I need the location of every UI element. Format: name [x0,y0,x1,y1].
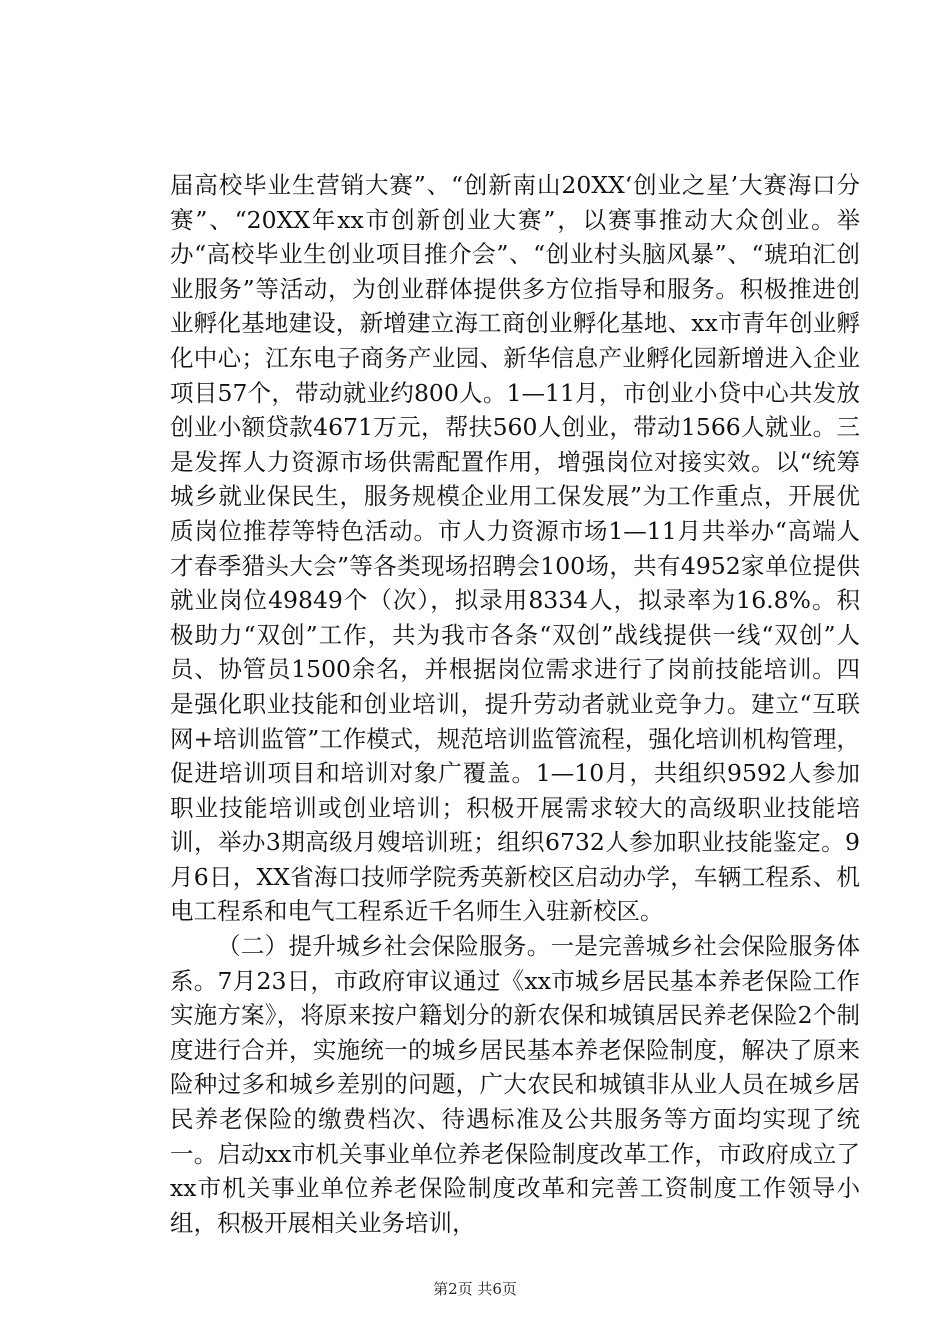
page-footer [0,1279,950,1299]
document-body [170,168,860,1240]
page-number: 第2页 共6页 [433,1280,517,1298]
body-paragraph-1: 届高校毕业生营销大赛”、“创新南山20XX‘创业之星’大赛海口分赛”、“20XX年xx市创新创业大赛”，以赛事推动大众创业。举办“高校毕业生创业项目推介会”、“创业村头脑风暴”、“琥珀汇创业服务”等活动，为创业群体提供多方位指导和服务。积极推进创业孵化基地建设，新增建立海工商创业孵化基地、xx市青年创业孵化中心；江东电子商务产业园、新华信息产业孵化园新增进入企业项目57个，带动就业约800人。1—11月，市创业小贷中心共发放创业小额贷款4671万元，帮扶560人创业，带动1566人就业。三是发挥人力资源市场供需配置作用，增强岗位对接实效。以“统筹城乡就业保民生，服务规模企业用工保发展”为工作重点，开展优质岗位推荐等特色活动。市人力资源市场1—11月共举办“高端人才春季猎头大会”等各类现场招聘会100场，共有4952家单位提供就业岗位49849个（次），拟录用8334人，拟录率为16.8%。积极助力“双创”工作，共为我市各条“双创”战线提供一线“双创”人员、协管员1500余名，并根据岗位需求进行了岗前技能培训。四是强化职业技能和创业培训，提升劳动者就业竞争力。建立“互联网+培训监管”工作模式，规范培训监管流程，强化培训机构管理，促进培训项目和培训对象广覆盖。1—10月，共组织9592人参加职业技能培训或创业培训；积极开展需求较大的高级职业技能培训，举办3期高级月嫂培训班；组织6732人参加职业技能鉴定。9月6日，XX省海口技师学院秀英新校区启动办学，车辆工程系、机电工程系和电气工程系近千名师生入驻新校区。 [170,171,860,926]
body-paragraph-2: （二）提升城乡社会保险服务。一是完善城乡社会保险服务体系。7月23日，市政府审议通过《xx市城乡居民基本养老保险工作实施方案》，将原来按户籍划分的新农保和城镇居民养老保险2个制度进行合并，实施统一的城乡居民基本养老保险制度，解决了原来险种过多和城乡差别的问题，广大农民和城镇非从业人员在城乡居民养老保险的缴费档次、待遇标准及公共服务等方面均实现了统一。启动xx市机关事业单位养老保险制度改革工作，市政府成立了xx市机关事业单位养老保险制度改革和完善工资制度工作领导小组，积极开展相关业务培训， [170,932,860,1237]
